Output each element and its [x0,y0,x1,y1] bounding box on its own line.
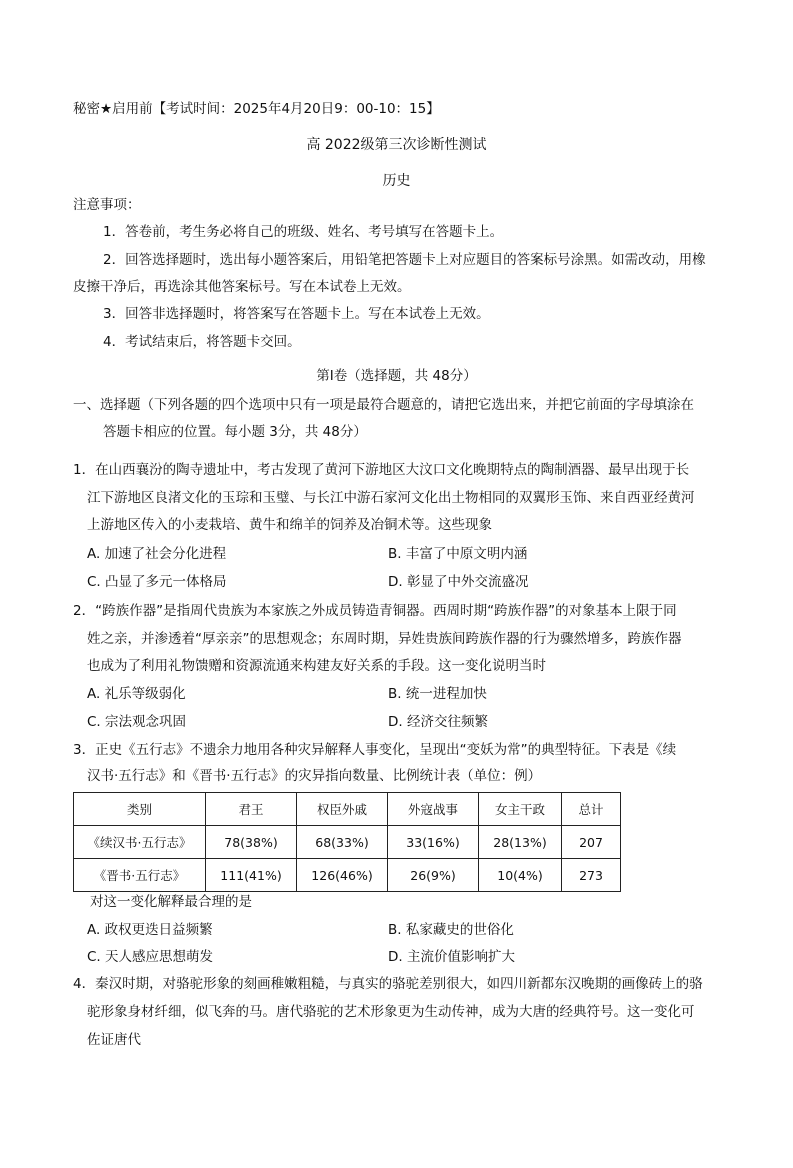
table-cell: 10(4%) [479,859,562,892]
table-header-row [74,793,621,826]
q3-option-b: B. 私家藏史的世俗化 [388,922,514,938]
q3-stem-line1: 3．正史《五行志》不遗余力地用各种灾异解释人事变化，呈现出“变妖为常”的典型特征。下表是《续 [73,742,677,758]
q2-option-d: D. 经济交往频繁 [388,714,488,730]
notice-item-1: 1．答卷前，考生务必将自己的班级、姓名、考号填写在答题卡上。 [103,224,504,240]
part1-instruction-line2: 答题卡相应的位置。每小题 3分，共 48分） [103,424,367,440]
q2-stem-line3: 也成为了利用礼物馈赠和资源流通来构建友好关系的手段。这一变化说明当时 [87,658,546,674]
table-cell: 《晋书·五行志》 [74,859,206,892]
table-cell: 78(38%) [206,826,297,859]
q1-stem-line3: 上游地区传入的小麦栽培、黄牛和绵羊的饲养及冶铜术等。这些现象 [87,517,492,533]
table-header-cell: 总计 [562,793,621,826]
q3-stem-line2: 汉书·五行志》和《晋书·五行志》的灾异指向数量、比例统计表（单位：例） [87,768,542,784]
q4-stem-line2: 驼形象身材纤细，似飞奔的马。唐代骆驼的艺术形象更为生动传神，成为大唐的经典符号。这一变化可 [87,1004,695,1020]
table-cell: 33(16%) [388,826,479,859]
q4-stem-line1: 4．秦汉时期，对骆驼形象的刻画稚嫩粗糙，与真实的骆驼差别很大，如四川新都东汉晚期的画像砖上的骆 [73,976,703,992]
q2-stem-line2: 姓之亲，并渗透着“厚亲亲”的思想观念；东周时期，异姓贵族间跨族作器的行为骤然增多，跨族作器 [87,631,682,647]
part1-title: 第Ⅰ卷（选择题，共 48分） [316,368,477,384]
table-header-cell: 外寇战事 [388,793,479,826]
table-header-cell: 君王 [206,793,297,826]
part1-instruction-line1: 一、选择题（下列各题的四个选项中只有一项是最符合题意的，请把它选出来，并把它前面的字母填涂在 [73,397,694,413]
q2-option-c: C. 宗法观念巩固 [87,714,187,730]
table-cell: 207 [562,826,621,859]
table-header-cell: 类别 [74,793,206,826]
table-cell: 126(46%) [297,859,388,892]
subject-title: 历史 [382,173,411,189]
q3-option-c: C. 天人感应思想萌发 [87,949,214,965]
q1-stem-line2: 江下游地区良渚文化的玉琮和玉璧、与长江中游石家河文化出土物相同的双翼形玉饰、来自西亚经黄河 [87,490,695,506]
table-cell: 26(9%) [388,859,479,892]
notice-item-2-line2: 皮擦干净后，再选涂其他答案标号。写在本试卷上无效。 [73,279,411,295]
q1-option-b: B. 丰富了中原文明内涵 [388,546,528,562]
table-cell: 68(33%) [297,826,388,859]
notice-item-3: 3．回答非选择题时，将答案写在答题卡上。写在本试卷上无效。 [103,306,490,322]
confidential-header: 秘密★启用前【考试时间：2025年4月20日9：00-10：15】 [73,101,440,117]
notice-item-2-line1: 2．回答选择题时，选出每小题答案后，用铅笔把答题卡上对应题目的答案标号涂黑。如需改动，用橡 [103,252,706,268]
q3-option-a: A. 政权更迭日益频繁 [87,922,213,938]
table-row [74,859,621,892]
q2-option-b: B. 统一进程加快 [388,686,487,702]
exam-title: 高 2022级第三次诊断性测试 [306,137,487,153]
table-cell: 111(41%) [206,859,297,892]
notice-title: 注意事项： [73,197,141,213]
table-cell: 《续汉书·五行志》 [74,826,206,859]
q2-stem-line1: 2．“跨族作器”是指周代贵族为本家族之外成员铸造青铜器。西周时期“跨族作器”的对象基本上限于同 [73,603,677,619]
q1-stem-line1: 1．在山西襄汾的陶寺遗址中，考古发现了黄河下游地区大汶口文化晚期特点的陶制酒器、最早出现于长 [73,462,690,478]
table-header-cell: 权臣外戚 [297,793,388,826]
notice-item-4: 4．考试结束后，将答题卡交回。 [103,334,301,350]
table-cell: 273 [562,859,621,892]
q3-statistics-table [73,792,621,892]
table-cell: 28(13%) [479,826,562,859]
table-row [74,826,621,859]
q2-option-a: A. 礼乐等级弱化 [87,686,186,702]
q3-option-d: D. 主流价值影响扩大 [388,949,515,965]
q1-option-c: C. 凸显了多元一体格局 [87,574,227,590]
q4-stem-line3: 佐证唐代 [87,1032,141,1048]
q1-option-a: A. 加速了社会分化进程 [87,546,227,562]
table-header-cell: 女主干政 [479,793,562,826]
q3-prompt: 对这一变化解释最合理的是 [90,894,252,910]
q1-option-d: D. 彰显了中外交流盛况 [388,574,529,590]
